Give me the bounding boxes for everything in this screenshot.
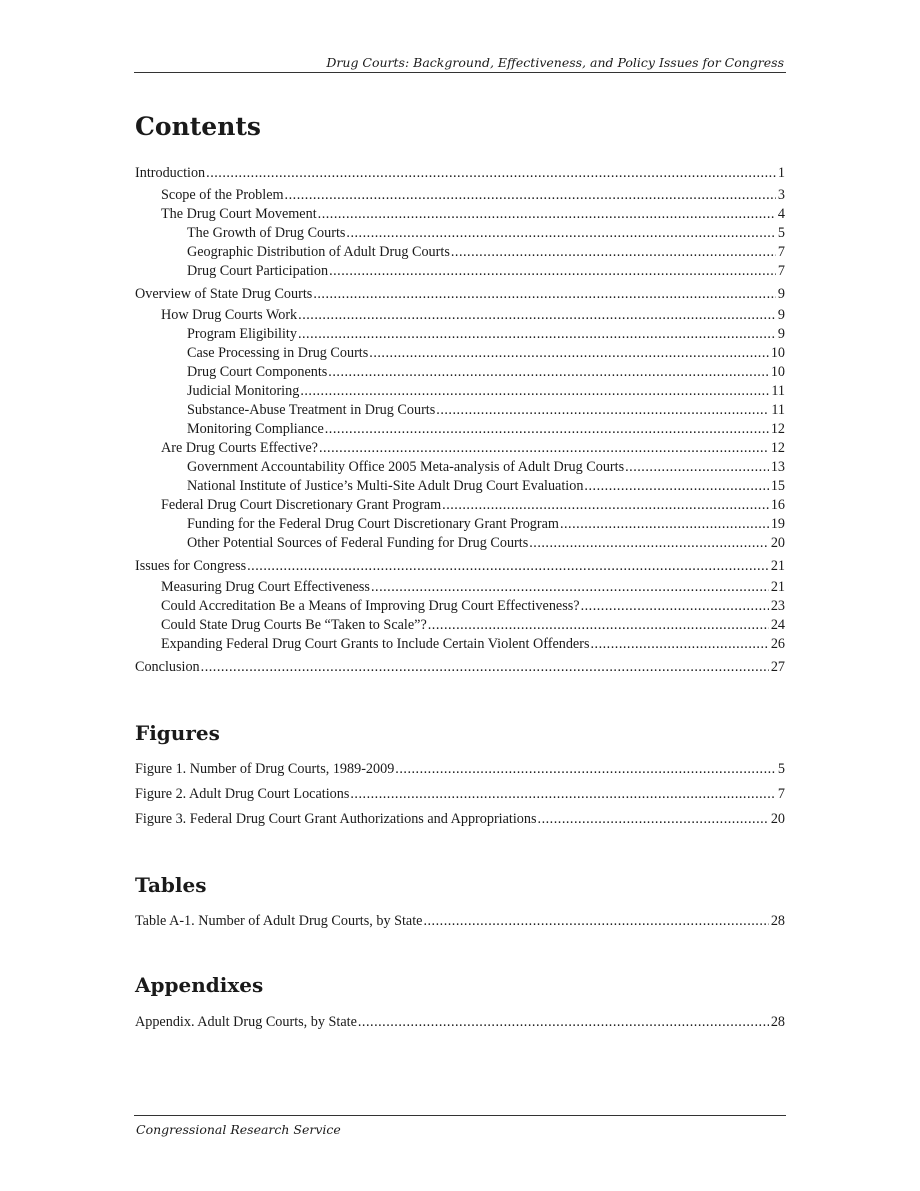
appendixes-title: Appendixes	[135, 973, 264, 997]
toc-entry[interactable]: Issues for Congress ..... 21	[135, 557, 785, 575]
contents-section	[135, 112, 785, 684]
header-title: Drug Courts: Background, Effectiveness, and Policy Issues for Congress	[326, 55, 784, 70]
tables-title: Tables	[135, 873, 207, 897]
figures-section	[135, 721, 785, 840]
running-header	[134, 55, 786, 73]
footer-text: Congressional Research Service	[136, 1122, 341, 1137]
toc-entry[interactable]: Drug Court Participation ..... 7	[135, 262, 785, 280]
toc-entry[interactable]: Monitoring Compliance ..... 12	[135, 420, 785, 438]
toc-entry[interactable]: Substance-Abuse Treatment in Drug Courts ..... 11	[135, 401, 785, 419]
toc-entry[interactable]: Expanding Federal Drug Court Grants to Include Certain Violent Offenders ..... 26	[135, 635, 785, 653]
toc-entry[interactable]: Funding for the Federal Drug Court Discretionary Grant Program ..... 19	[135, 515, 785, 533]
figures-title: Figures	[135, 721, 220, 745]
toc-entry[interactable]: Measuring Drug Court Effectiveness ..... 21	[135, 578, 785, 596]
toc-entry[interactable]: Program Eligibility ..... 9	[135, 325, 785, 343]
contents-title: Contents	[135, 112, 262, 141]
contents-list	[135, 164, 785, 684]
toc-entry[interactable]: Are Drug Courts Effective? ..... 12	[135, 439, 785, 457]
appendixes-list	[135, 1013, 785, 1033]
toc-entry[interactable]: Scope of the Problem ..... 3	[135, 186, 785, 204]
toc-entry[interactable]: Federal Drug Court Discretionary Grant Program ..... 16	[135, 496, 785, 514]
appendixes-section	[135, 973, 785, 1033]
toc-entry[interactable]: Geographic Distribution of Adult Drug Courts ..... 7	[135, 243, 785, 261]
figure-entry[interactable]: Figure 2. Adult Drug Court Locations ..... 7	[135, 785, 785, 803]
appendix-entry[interactable]: Appendix. Adult Drug Courts, by State ..... 28	[135, 1013, 785, 1031]
figure-entry[interactable]: Figure 1. Number of Drug Courts, 1989-2009 ..... 5	[135, 760, 785, 778]
toc-entry[interactable]: Introduction ..... 1	[135, 164, 785, 182]
toc-entry[interactable]: National Institute of Justice’s Multi-Site Adult Drug Court Evaluation ..... 15	[135, 477, 785, 495]
figure-entry[interactable]: Figure 3. Federal Drug Court Grant Authorizations and Appropriations ..... 20	[135, 810, 785, 828]
toc-entry[interactable]: How Drug Courts Work ..... 9	[135, 306, 785, 324]
toc-entry[interactable]: Drug Court Components ..... 10	[135, 363, 785, 381]
toc-entry[interactable]: Could State Drug Courts Be “Taken to Scale”? ..... 24	[135, 616, 785, 634]
page-footer	[134, 1115, 786, 1137]
tables-section	[135, 873, 785, 932]
toc-entry[interactable]: Judicial Monitoring ..... 11	[135, 382, 785, 400]
toc-entry[interactable]: Government Accountability Office 2005 Meta-analysis of Adult Drug Courts ..... 13	[135, 458, 785, 476]
toc-entry[interactable]: The Drug Court Movement ..... 4	[135, 205, 785, 223]
tables-list	[135, 912, 785, 932]
toc-entry[interactable]: Case Processing in Drug Courts ..... 10	[135, 344, 785, 362]
toc-entry[interactable]: Other Potential Sources of Federal Funding for Drug Courts ..... 20	[135, 534, 785, 552]
table-entry[interactable]: Table A-1. Number of Adult Drug Courts, by State ..... 28	[135, 912, 785, 930]
figures-list	[135, 760, 785, 840]
toc-entry[interactable]: Overview of State Drug Courts ..... 9	[135, 285, 785, 303]
toc-entry[interactable]: The Growth of Drug Courts ..... 5	[135, 224, 785, 242]
toc-entry[interactable]: Conclusion ..... 27	[135, 658, 785, 676]
toc-entry[interactable]: Could Accreditation Be a Means of Improving Drug Court Effectiveness? ..... 23	[135, 597, 785, 615]
